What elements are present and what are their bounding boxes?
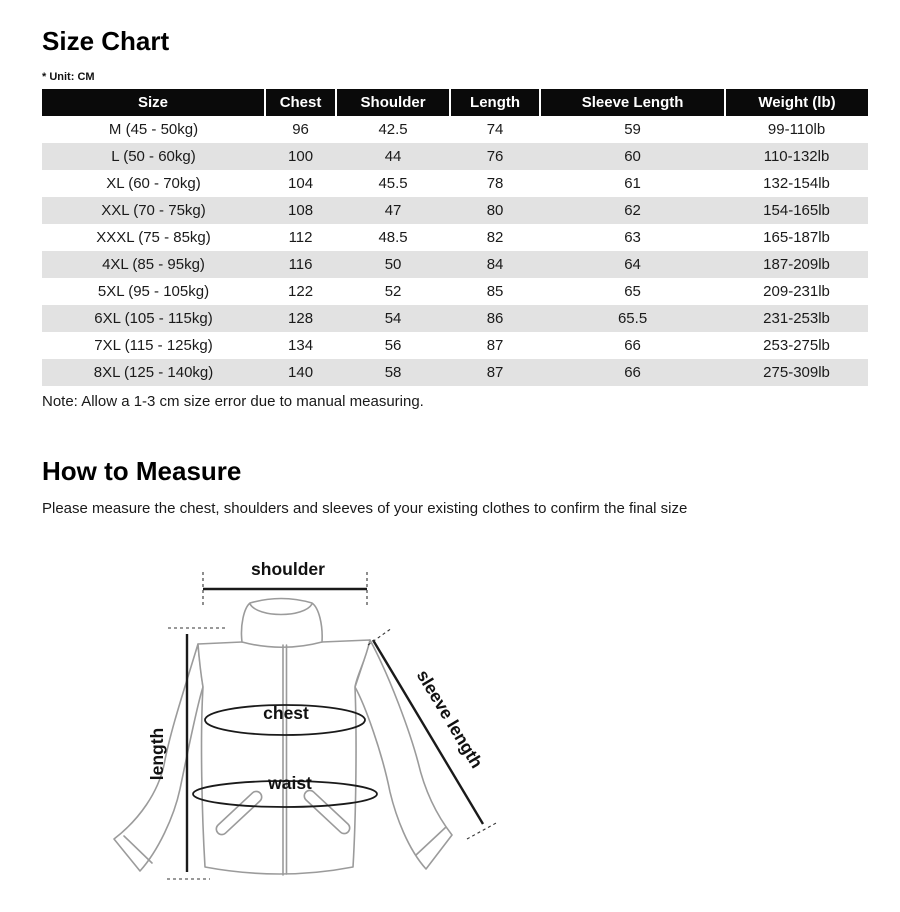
table-cell: 61 bbox=[624, 175, 641, 193]
table-cell: 165-187lb bbox=[763, 229, 830, 247]
table-row bbox=[42, 251, 868, 278]
table-row bbox=[42, 224, 868, 251]
table-cell: 58 bbox=[384, 364, 402, 382]
table-cell: 62 bbox=[624, 202, 641, 220]
table-cell: 187-209lb bbox=[763, 256, 830, 274]
table-row bbox=[42, 332, 868, 359]
table-cell: XXL (70 - 75kg) bbox=[101, 202, 206, 220]
table-cell: L (50 - 60kg) bbox=[111, 148, 196, 166]
sleeve-length-label: sleeve length bbox=[412, 666, 488, 773]
how-to-measure-subtitle: Please measure the chest, shoulders and sleeves of your existing clothes to confirm the final size bbox=[42, 500, 688, 518]
table-header-row bbox=[42, 89, 868, 116]
table-cell: 50 bbox=[384, 256, 402, 274]
table-row bbox=[42, 359, 868, 386]
table-cell: 134 bbox=[288, 337, 314, 355]
table-cell: 60 bbox=[624, 148, 641, 166]
table-cell: 56 bbox=[384, 337, 402, 355]
table-cell: 42.5 bbox=[378, 121, 408, 139]
table-cell: 65 bbox=[624, 283, 641, 301]
table-cell: 7XL (115 - 125kg) bbox=[94, 337, 213, 355]
table-row bbox=[42, 197, 868, 224]
size-chart-table bbox=[42, 89, 868, 386]
length-label: length bbox=[147, 728, 167, 781]
table-cell: 96 bbox=[292, 121, 309, 139]
column-header-shoulder: Shoulder bbox=[336, 89, 450, 116]
table-cell: 74 bbox=[486, 121, 504, 139]
jacket-measure-illustration bbox=[100, 537, 550, 907]
table-cell: 5XL (95 - 105kg) bbox=[97, 283, 210, 301]
table-row bbox=[42, 143, 868, 170]
table-cell: 80 bbox=[486, 202, 504, 220]
table-cell: 84 bbox=[486, 256, 504, 274]
table-cell: 59 bbox=[624, 121, 641, 139]
table-cell: 231-253lb bbox=[763, 310, 830, 328]
waist-label: waist bbox=[268, 773, 312, 794]
table-cell: 108 bbox=[288, 202, 314, 220]
table-cell: 99-110lb bbox=[767, 121, 826, 139]
table-cell: 4XL (85 - 95kg) bbox=[102, 256, 205, 274]
chest-label: chest bbox=[263, 703, 309, 724]
table-row bbox=[42, 305, 868, 332]
table-cell: 76 bbox=[486, 148, 504, 166]
table-cell: 54 bbox=[384, 310, 402, 328]
table-cell: 100 bbox=[288, 148, 314, 166]
table-cell: 66 bbox=[624, 337, 641, 355]
table-cell: 253-275lb bbox=[763, 337, 830, 355]
table-cell: 52 bbox=[384, 283, 402, 301]
unit-note: * Unit: CM bbox=[42, 71, 95, 84]
shoulder-label: shoulder bbox=[251, 559, 325, 580]
table-cell: 122 bbox=[288, 283, 314, 301]
table-cell: 64 bbox=[624, 256, 641, 274]
table-cell: 82 bbox=[486, 229, 504, 247]
column-header-sleeve-length: Sleeve Length bbox=[540, 89, 725, 116]
table-cell: 87 bbox=[486, 337, 504, 355]
table-cell: 48.5 bbox=[378, 229, 408, 247]
table-cell: XL (60 - 70kg) bbox=[106, 175, 201, 193]
table-cell: 86 bbox=[486, 310, 504, 328]
table-cell: 140 bbox=[288, 364, 314, 382]
table-cell: 66 bbox=[624, 364, 641, 382]
table-cell: 8XL (125 - 140kg) bbox=[93, 364, 214, 382]
table-cell: 63 bbox=[624, 229, 641, 247]
table-cell: 116 bbox=[288, 256, 313, 274]
column-header-size: Size bbox=[42, 89, 265, 116]
size-table-body bbox=[42, 116, 868, 386]
table-cell: 65.5 bbox=[617, 310, 648, 328]
table-cell: 87 bbox=[486, 364, 504, 382]
table-cell: 104 bbox=[288, 175, 314, 193]
table-row bbox=[42, 278, 868, 305]
table-cell: 154-165lb bbox=[763, 202, 830, 220]
size-error-note: Note: Allow a 1-3 cm size error due to manual measuring. bbox=[42, 393, 424, 411]
table-cell: XXXL (75 - 85kg) bbox=[96, 229, 211, 247]
table-cell: 132-154lb bbox=[763, 175, 830, 193]
table-cell: 128 bbox=[288, 310, 314, 328]
table-row bbox=[42, 116, 868, 143]
column-header-length: Length bbox=[450, 89, 540, 116]
table-cell: 45.5 bbox=[378, 175, 408, 193]
table-cell: 275-309lb bbox=[763, 364, 830, 382]
column-header-chest: Chest bbox=[265, 89, 336, 116]
table-cell: 6XL (105 - 115kg) bbox=[94, 310, 213, 328]
table-row bbox=[42, 170, 868, 197]
table-cell: 47 bbox=[384, 202, 402, 220]
table-cell: 209-231lb bbox=[763, 283, 830, 301]
how-to-measure-title: How to Measure bbox=[42, 456, 242, 487]
table-cell: 44 bbox=[384, 148, 402, 166]
table-cell: M (45 - 50kg) bbox=[108, 121, 199, 139]
column-header-weight: Weight (lb) bbox=[725, 89, 868, 116]
table-cell: 78 bbox=[486, 175, 504, 193]
table-cell: 85 bbox=[486, 283, 504, 301]
table-cell: 112 bbox=[288, 229, 313, 247]
size-chart-title: Size Chart bbox=[42, 26, 170, 56]
measurement-diagram bbox=[100, 537, 550, 907]
table-cell: 110-132lb bbox=[763, 148, 830, 166]
